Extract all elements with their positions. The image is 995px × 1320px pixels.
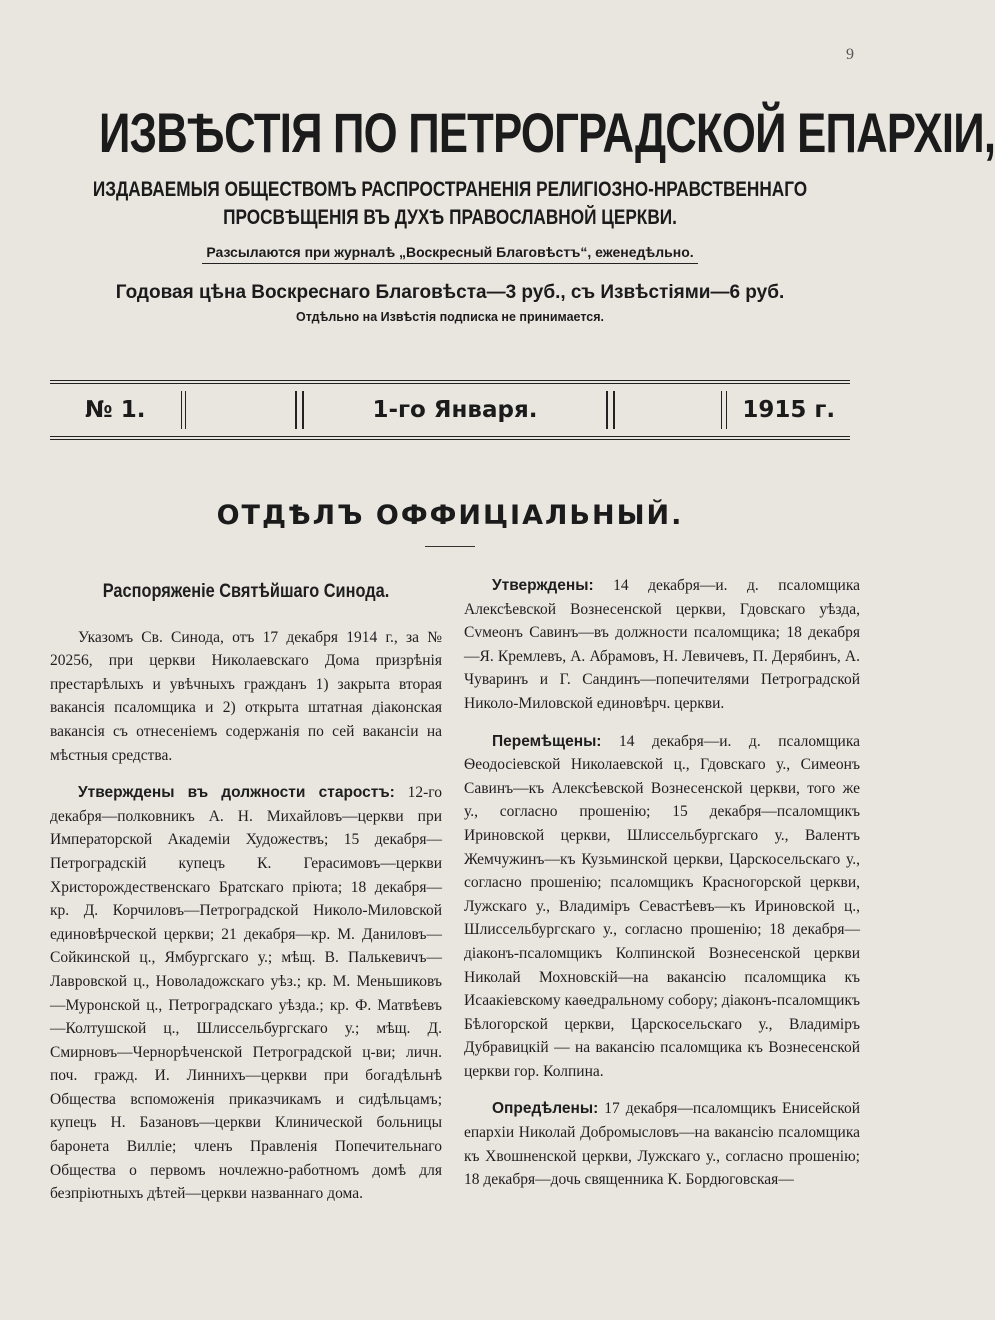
- journal-title: ИЗВѢСТІЯ ПО ПЕТРОГРАДСКОЙ ЕПАРХІИ,: [99, 101, 995, 164]
- paragraph-body: 12-го декабря—полковникъ А. Н. Михайловъ—церкви при Императорской Академіи Художествъ; 15 декабря—Петроградскій купецъ К. Герасимовъ—церкви Христорождественскаго Братскаго пріюта; 18 декабря—кр. Д. Корчиловъ—Петроградской Николо-Миловской единовѣрческой церкви; 21 декабря—кр. М. Даниловъ—Сойкинской ц., Ямбургскаго у.; мѣщ. В. Палькевичъ—Лавровской ц., Новоладожскаго уѣз.; кр. М. Меньшиковъ—Муронской ц., Петроградскаго уѣзда.; кр. Ф. Матвѣевъ—Колтушской ц., Шлиссельбургскаго у.; мѣщ. Д. Смирновъ—Чернорѣченской Петроградской ц-ви; личн. поч. гражд. И. Линнихъ—церкви при богадѣльнѣ Общества вспоможенія приказчикамъ и сидѣльцамъ; купецъ Н. Базановъ—церкви Клинической больницы баронета Вилліе; членъ Правленія Попечительнаго Общества о первомъ ночлежно-работномъ домѣ для безпріютныхъ дѣтей—церкви названнаго дома.: [50, 784, 442, 1203]
- subscription-price: Годовая цѣна Воскреснаго Благовѣста—3 руб., съ Извѣстіями—6 руб.: [115, 282, 785, 303]
- issue-date: 1-го Января.: [372, 397, 538, 423]
- synod-heading: Распоряженіе Святѣйшаго Синода.: [102, 581, 390, 602]
- paragraph-lead: Опредѣлены:: [492, 1100, 599, 1118]
- paragraph-body: 14 декабря—и. д. псаломщика Алексѣевской Вознесенской церкви, Гдовскаго уѣзда, Сvмеонъ Савинъ—въ должности псаломщика; 18 декабря—Я. Кремлевъ, А. Абрамовъ, Н. Левичевъ, П. Дерябинъ, А. Чуваринъ и Г. Сандинъ—попечителями Петроградской Николо-Миловской единовѣрч. церкви.: [464, 577, 860, 712]
- left-column: [50, 574, 442, 1220]
- issue-year: 1915 г.: [742, 397, 836, 423]
- distribution-note: Разсылаются при журналѣ „Воскресный Благовѣстъ“, еженедѣльно.: [202, 244, 697, 264]
- section-rule: [425, 546, 475, 547]
- section-title: ОТДѢЛЪ ОФФИЦІАЛЬНЫЙ.: [216, 500, 684, 531]
- journal-subtitle-line1: ИЗДАВАЕМЫЯ ОБЩЕСТВОМЪ РАСПРОСТРАНЕНІЯ РЕЛИГІОЗНО-НРАВСТВЕННАГО: [92, 178, 808, 201]
- empty-cell: [615, 384, 722, 436]
- right-column: [464, 574, 860, 1206]
- approved-paragraph: [464, 574, 860, 716]
- subscription-note: Отдѣльно на Извѣстія подписка не принимается.: [295, 310, 605, 324]
- paragraph-lead: Утверждены:: [492, 577, 594, 594]
- paragraph-lead: Утверждены въ должности старостъ:: [78, 784, 395, 802]
- paragraph-body: 14 декабря—и. д. псаломщика Ѳеодосіевской Николаевской ц., Гдовскаго у., Симеонъ Савинъ—къ Алексѣевской Вознесенской церкви, того же у., согласно прошенію; 15 декабря—псаломщикъ Ириновской церкви, Шлиссельбургскаго у., Валентъ Жемчужинъ—къ Кузьминской церкви, Царскосельскаго у., согласно прошенію; псаломщикъ Красногорской церкви, Лужскаго у., Владиміръ Севастѣевъ—къ Ириновской ц., Шлиссельбургскаго у., согласно прошенію; 18 декабря—діаконъ-псаломщикъ Колпинской Вознесенской церкви Николай Мохновскій—на вакансію псаломщика къ Исаакіевскому каѳедральному собору; діаконъ-псаломщикъ Бѣлогорской церкви, Царскосельскаго у., Владиміръ Дубравицкій — на вакансію псаломщика къ Вознесенской церкви гор. Колпина.: [464, 732, 860, 1080]
- paragraph-body: 17 декабря—псаломщикъ Енисейской епархіи Николай Добромысловъ—на вакансію псаломщика къ Хвошненской церкви, Лужскаго у., согласно прошенію; 18 декабря—дочь священника К. Бордюговская—: [464, 1100, 860, 1189]
- masthead: [0, 96, 995, 324]
- empty-cell: [186, 384, 295, 436]
- paragraph-lead: Перемѣщены:: [492, 732, 602, 750]
- synod-decree-paragraph: Указомъ Св. Синода, отъ 17 декабря 1914 г., за № 20256, при церкви Николаевскаго Дома призрѣнія престарѣлыхъ и увѣчныхъ гражданъ 1) закрыта вторая вакансія псаломщика и 2) открыта штатная діаконская вакансія съ отнесеніемъ содержанія по сей вакансіи на мѣстныя средства.: [50, 628, 442, 764]
- issue-number: № 1.: [85, 397, 146, 423]
- appointed-paragraph: [464, 1097, 860, 1191]
- divider: [295, 391, 304, 429]
- journal-subtitle-line2: ПРОСВѢЩЕНІЯ ВЪ ДУХѢ ПРАВОСЛАВНОЙ ЦЕРКВИ.: [223, 206, 677, 229]
- issue-info-bar: [50, 380, 850, 440]
- transferred-paragraph: [464, 730, 860, 1084]
- wardens-paragraph: [50, 781, 442, 1206]
- divider: [606, 391, 615, 429]
- page-number: 9: [846, 46, 854, 63]
